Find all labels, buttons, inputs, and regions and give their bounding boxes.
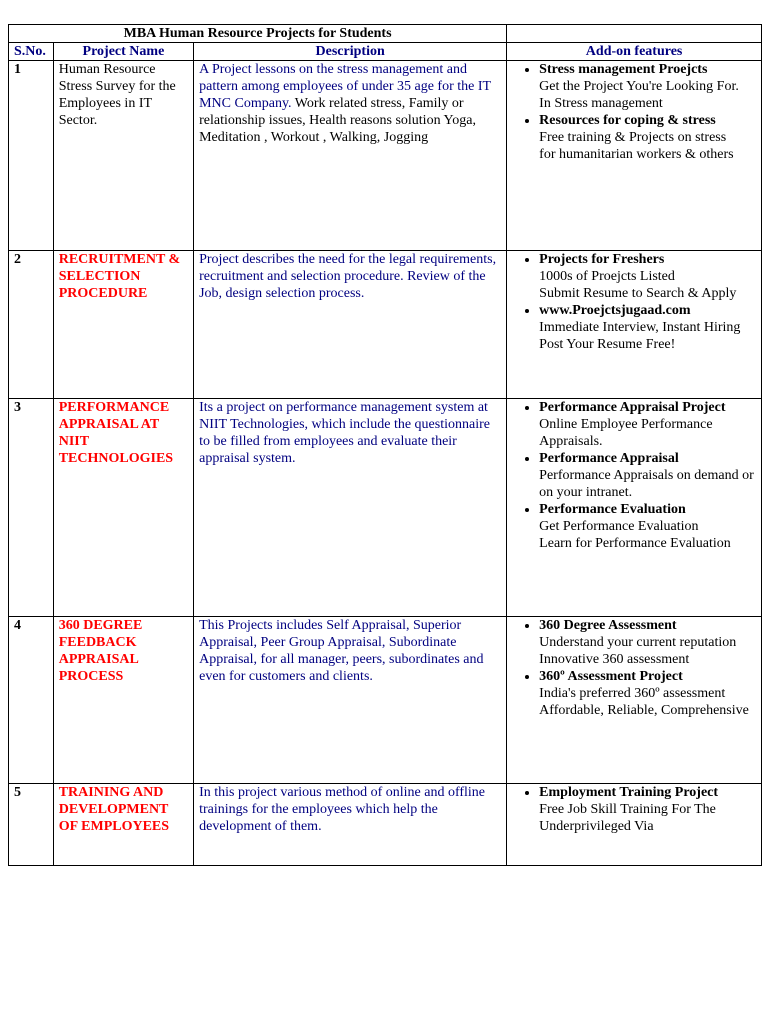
project-name: PERFORMANCE APPRAISAL AT NIIT TECHNOLOGIES [53, 399, 193, 617]
feature-item [539, 112, 756, 163]
feature-item [539, 617, 756, 668]
feature-heading: • www.Proejctsjugaad.com [539, 303, 691, 318]
feature-heading: • Resources for coping & stress [539, 113, 716, 128]
feature-heading: • 360º Assessment Project [539, 669, 683, 684]
feature-line: India's preferred 360º assessment [539, 686, 726, 701]
feature-line: Free training & Projects on stress [539, 130, 727, 145]
feature-line: Underprivileged Via [539, 819, 654, 834]
feature-list [512, 617, 756, 719]
feature-line: Affordable, Reliable, Comprehensive [539, 703, 749, 718]
row-number: 3 [9, 399, 54, 617]
feature-line: on your intranet. [539, 485, 633, 500]
feature-line: In Stress management [539, 96, 663, 111]
description-text-plain: Work related stress, Family or relationship issues, Health reasons solution Yoga, Meditation , Workout , Walking, Jogging [199, 96, 476, 145]
feature-item [539, 251, 756, 302]
feature-item [539, 784, 756, 835]
feature-line: Submit Resume to Search & Apply [539, 286, 737, 301]
description-text: This Projects includes Self Appraisal, Superior Appraisal, Peer Group Appraisal, Subordinate Appraisal, for all manager, peers, subordinates and even for customers and clients. [199, 618, 484, 684]
feature-line: Online Employee Performance Appraisals. [539, 417, 713, 449]
feature-line: Understand your current reputation [539, 635, 737, 650]
table-row [9, 61, 762, 251]
description-text: A Project lessons on the stress management and pattern among employees of under 35 age for the IT MNC Company. [199, 62, 491, 111]
addon-features [507, 784, 762, 866]
table-row [9, 784, 762, 866]
table-row [9, 617, 762, 784]
addon-features [507, 251, 762, 399]
feature-line: Immediate Interview, Instant Hiring [539, 320, 741, 335]
feature-line: Get Performance Evaluation [539, 519, 699, 534]
feature-heading: • Performance Appraisal Project [539, 400, 726, 415]
feature-line: Learn for Performance Evaluation [539, 536, 731, 551]
projects-table [8, 24, 762, 866]
description-text: Its a project on performance management system at NIIT Technologies, which include the questionnaire to be filled from employees and evaluate their appraisal system. [199, 400, 490, 466]
feature-list [512, 784, 756, 835]
feature-line: Free Job Skill Training For The [539, 802, 716, 817]
description-text: Project describes the need for the legal requirements, recruitment and selection procedure. Review of the Job, design selection process. [199, 252, 497, 301]
feature-item [539, 61, 756, 112]
feature-list [512, 61, 756, 163]
table-title-empty-cell [507, 25, 762, 43]
feature-heading: • Projects for Freshers [539, 252, 665, 267]
row-number: 4 [9, 617, 54, 784]
table-title-row [9, 25, 762, 43]
table-title: MBA Human Resource Projects for Students [9, 25, 507, 43]
table-row [9, 251, 762, 399]
table-header-row [9, 43, 762, 61]
project-description [194, 617, 507, 784]
feature-item [539, 302, 756, 353]
feature-line: Innovative 360 assessment [539, 652, 690, 667]
project-description [194, 399, 507, 617]
feature-heading: • Stress management Proejcts [539, 62, 708, 77]
project-description [194, 61, 507, 251]
feature-heading: • Employment Training Project [539, 785, 719, 800]
project-name: TRAINING AND DEVELOPMENT OF EMPLOYEES [53, 784, 193, 866]
project-name: 360 DEGREE FEEDBACK APPRAISAL PROCESS [53, 617, 193, 784]
header-description: Description [194, 43, 507, 61]
feature-line: Post Your Resume Free! [539, 337, 676, 352]
description-text: In this project various method of online and offline trainings for the employees which help the development of them. [199, 785, 486, 834]
feature-heading: • Performance Evaluation [539, 502, 686, 517]
feature-line: Get the Project You're Looking For. [539, 79, 739, 94]
feature-item [539, 501, 756, 552]
feature-list [512, 399, 756, 552]
feature-list [512, 251, 756, 353]
project-description [194, 784, 507, 866]
project-name: RECRUITMENT & SELECTION PROCEDURE [53, 251, 193, 399]
row-number: 5 [9, 784, 54, 866]
row-number: 2 [9, 251, 54, 399]
addon-features [507, 61, 762, 251]
header-project-name: Project Name [53, 43, 193, 61]
feature-item [539, 668, 756, 719]
header-addon-features: Add-on features [507, 43, 762, 61]
addon-features [507, 617, 762, 784]
table-row [9, 399, 762, 617]
feature-heading: • 360 Degree Assessment [539, 618, 677, 633]
feature-line: for humanitarian workers & others [539, 147, 734, 162]
project-name: Human Resource Stress Survey for the Employees in IT Sector. [53, 61, 193, 251]
row-number: 1 [9, 61, 54, 251]
feature-line: Performance Appraisals on demand or [539, 468, 754, 483]
project-description [194, 251, 507, 399]
feature-item [539, 399, 756, 450]
addon-features [507, 399, 762, 617]
feature-item [539, 450, 756, 501]
feature-heading: • Performance Appraisal [539, 451, 679, 466]
feature-line: 1000s of Proejcts Listed [539, 269, 675, 284]
document-page [8, 24, 762, 866]
header-sno: S.No. [9, 43, 54, 61]
